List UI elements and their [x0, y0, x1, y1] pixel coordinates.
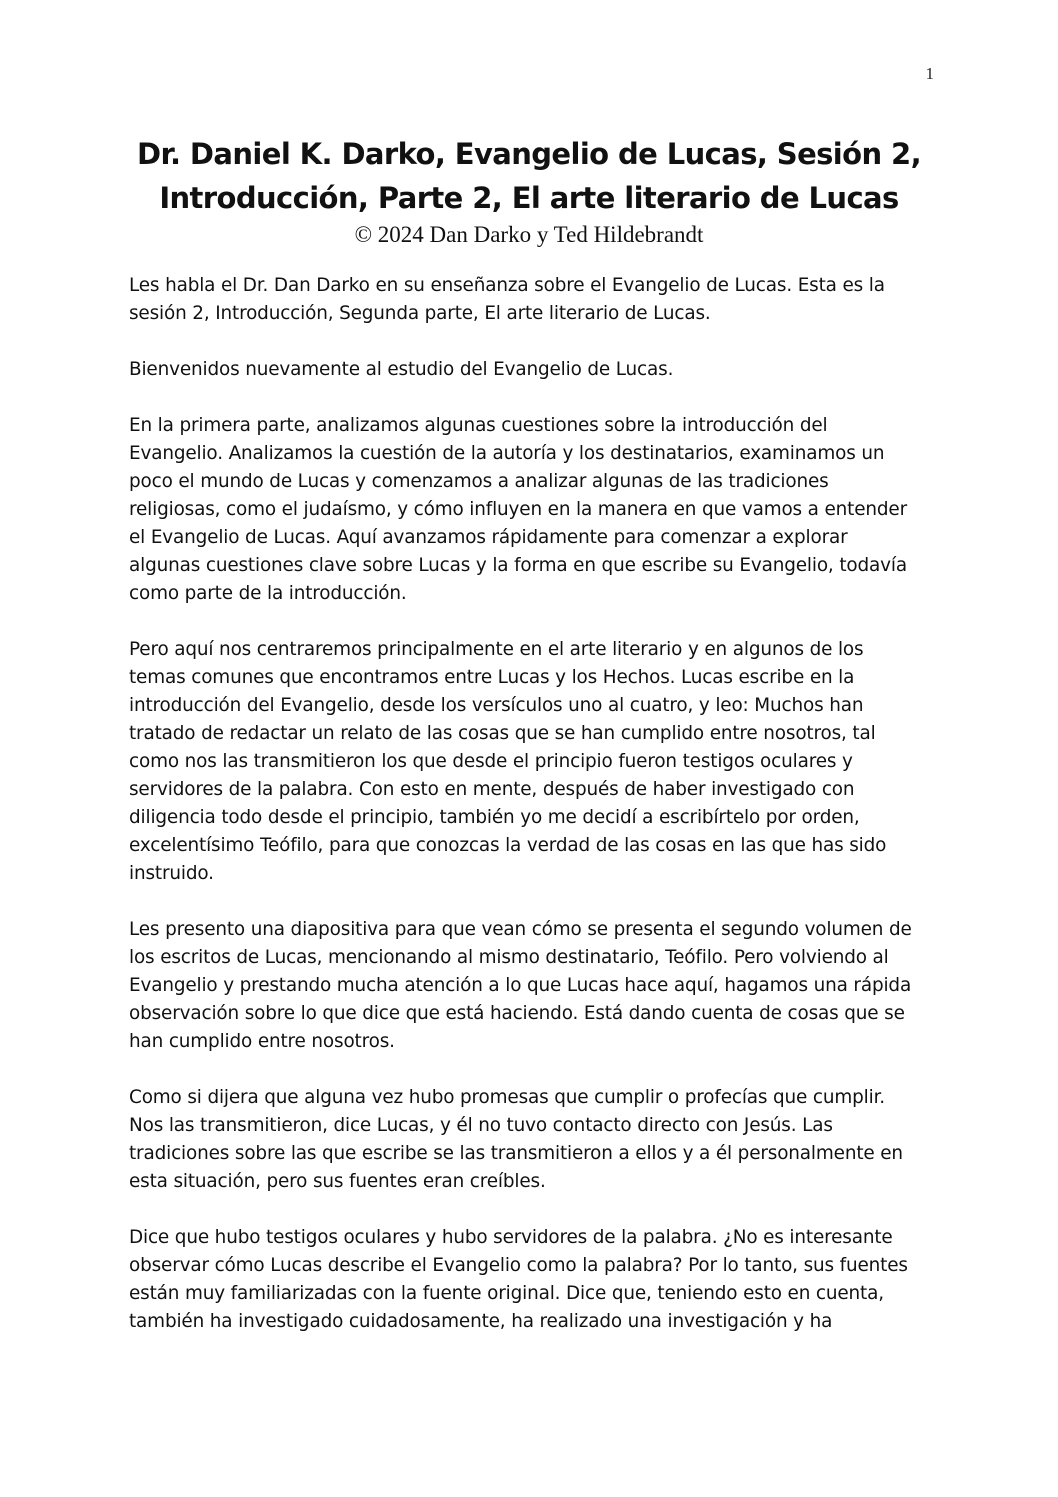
text-line: como nos las transmitieron los que desde el principio fueron testigos oculares y — [129, 751, 853, 772]
text-line: algunas cuestiones clave sobre Lucas y la forma en que escribe su Evangelio, todavía — [129, 555, 907, 576]
text-line: están muy familiarizadas con la fuente original. Dice que, teniendo esto en cuenta, — [129, 1283, 884, 1304]
text-line: Les presento una diapositiva para que vean cómo se presenta el segundo volumen de — [129, 919, 912, 940]
paragraph-literary-art — [129, 636, 949, 888]
text-line: Pero aquí nos centraremos principalmente en el arte literario y en algunos de los — [129, 639, 864, 660]
text-line: el Evangelio de Lucas. Aquí avanzamos rápidamente para comenzar a explorar — [129, 527, 848, 548]
text-line: introducción del Evangelio, desde los versículos uno al cuatro, y leo: Muchos han — [129, 695, 864, 716]
text-line: los escritos de Lucas, mencionando al mismo destinatario, Teófilo. Pero volviendo al — [129, 947, 889, 968]
title-line: Introducción, Parte 2, El arte literario de Lucas — [159, 181, 899, 215]
paragraph-eyewitnesses — [129, 1224, 949, 1336]
text-line: tradiciones sobre las que escribe se las transmitieron a ellos y a él personalmente en — [129, 1143, 903, 1164]
page-number: 1 — [925, 64, 934, 83]
paragraph-slide — [129, 916, 949, 1056]
text-line: esta situación, pero sus fuentes eran creíbles. — [129, 1171, 546, 1192]
paragraph-promises — [129, 1084, 949, 1196]
text-line: sesión 2, Introducción, Segunda parte, El arte literario de Lucas. — [129, 303, 711, 324]
paragraph-first-part-recap — [129, 412, 949, 608]
text-line: tratado de redactar un relato de las cosas que se han cumplido entre nosotros, tal — [129, 723, 876, 744]
text-line: temas comunes que encontramos entre Lucas y los Hechos. Lucas escribe en la — [129, 667, 855, 688]
text-line: Bienvenidos nuevamente al estudio del Evangelio de Lucas. — [129, 359, 674, 380]
text-line: como parte de la introducción. — [129, 583, 407, 604]
text-line: observar cómo Lucas describe el Evangelio como la palabra? Por lo tanto, sus fuentes — [129, 1255, 908, 1276]
text-line: diligencia todo desde el principio, también yo me decidí a escribírtelo por orden, — [129, 807, 860, 828]
title-line: Dr. Daniel K. Darko, Evangelio de Lucas, Sesión 2, — [136, 137, 921, 171]
paragraph-intro — [129, 272, 949, 328]
text-line: servidores de la palabra. Con esto en mente, después de haber investigado con — [129, 779, 855, 800]
text-line: poco el mundo de Lucas y comenzamos a analizar algunas de las tradiciones — [129, 471, 829, 492]
paragraph-welcome — [129, 356, 949, 384]
text-line: Les habla el Dr. Dan Darko en su enseñanza sobre el Evangelio de Lucas. Esta es la — [129, 275, 885, 296]
document-title — [100, 132, 958, 220]
text-line: Dice que hubo testigos oculares y hubo servidores de la palabra. ¿No es interesante — [129, 1227, 893, 1248]
text-line: excelentísimo Teófilo, para que conozcas la verdad de las cosas en las que has sido — [129, 835, 887, 856]
text-line: también ha investigado cuidadosamente, ha realizado una investigación y ha — [129, 1311, 833, 1332]
text-line: observación sobre lo que dice que está haciendo. Está dando cuenta de cosas que se — [129, 1003, 905, 1024]
text-line: Evangelio y prestando mucha atención a lo que Lucas hace aquí, hagamos una rápida — [129, 975, 912, 996]
text-line: han cumplido entre nosotros. — [129, 1031, 395, 1052]
text-line: instruido. — [129, 863, 214, 884]
text-line: Nos las transmitieron, dice Lucas, y él no tuvo contacto directo con Jesús. Las — [129, 1115, 833, 1136]
document-body — [129, 272, 949, 1364]
text-line: religiosas, como el judaísmo, y cómo influyen en la manera en que vamos a entender — [129, 499, 908, 520]
copyright-notice: © 2024 Dan Darko y Ted Hildebrandt — [354, 222, 704, 247]
text-line: Como si dijera que alguna vez hubo promesas que cumplir o profecías que cumplir. — [129, 1087, 886, 1108]
text-line: En la primera parte, analizamos algunas cuestiones sobre la introducción del — [129, 415, 828, 436]
text-line: Evangelio. Analizamos la cuestión de la autoría y los destinatarios, examinamos un — [129, 443, 885, 464]
